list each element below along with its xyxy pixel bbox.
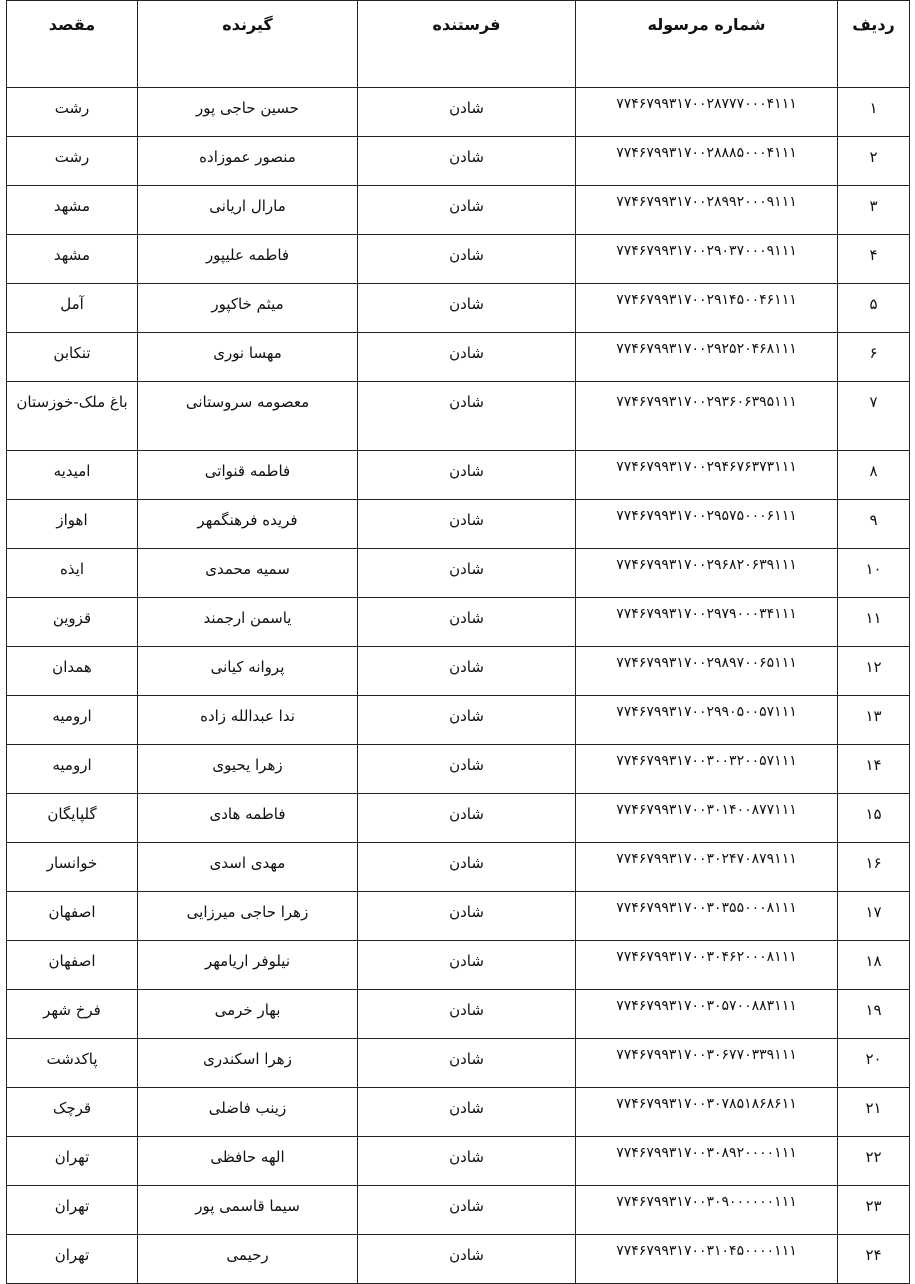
row-index: ۲۱ [838,1088,910,1137]
tracking-number: ۷۷۴۶۷۹۹۳۱۷۰۰۳۱۰۴۵۰۰۰۰۱۱۱ [576,1235,838,1284]
sender: شادن [358,451,576,500]
table-row [7,941,910,990]
destination: فرخ شهر [7,990,138,1039]
receiver: رحیمی [138,1235,358,1284]
tracking-number: ۷۷۴۶۷۹۹۳۱۷۰۰۳۰۴۶۲۰۰۰۸۱۱۱ [576,941,838,990]
table-row [7,1088,910,1137]
tracking-number: ۷۷۴۶۷۹۹۳۱۷۰۰۲۸۸۸۵۰۰۰۴۱۱۱ [576,137,838,186]
destination: تهران [7,1235,138,1284]
header-destination: مقصد [7,1,138,88]
tracking-number: ۷۷۴۶۷۹۹۳۱۷۰۰۲۸۹۹۲۰۰۰۹۱۱۱ [576,186,838,235]
sender: شادن [358,745,576,794]
table-row [7,382,910,451]
row-index: ۹ [838,500,910,549]
row-index: ۱۱ [838,598,910,647]
row-index: ۱۵ [838,794,910,843]
tracking-number: ۷۷۴۶۷۹۹۳۱۷۰۰۳۰۵۷۰۰۸۸۳۱۱۱ [576,990,838,1039]
destination: ارومیه [7,745,138,794]
sender: شادن [358,1186,576,1235]
row-index: ۳ [838,186,910,235]
row-index: ۸ [838,451,910,500]
tracking-number: ۷۷۴۶۷۹۹۳۱۷۰۰۲۹۷۹۰۰۰۳۴۱۱۱ [576,598,838,647]
receiver: مهدی اسدی [138,843,358,892]
tracking-number: ۷۷۴۶۷۹۹۳۱۷۰۰۲۸۷۷۷۰۰۰۴۱۱۱ [576,88,838,137]
row-index: ۷ [838,382,910,451]
row-index: ۲۰ [838,1039,910,1088]
row-index: ۱۷ [838,892,910,941]
row-index: ۱۶ [838,843,910,892]
receiver: مارال اریانی [138,186,358,235]
tracking-number: ۷۷۴۶۷۹۹۳۱۷۰۰۲۹۸۹۷۰۰۶۵۱۱۱ [576,647,838,696]
tracking-number: ۷۷۴۶۷۹۹۳۱۷۰۰۳۰۱۴۰۰۸۷۷۱۱۱ [576,794,838,843]
destination: اهواز [7,500,138,549]
receiver: زهرا حاجی میرزایی [138,892,358,941]
tracking-number: ۷۷۴۶۷۹۹۳۱۷۰۰۲۹۴۶۷۶۳۷۳۱۱۱ [576,451,838,500]
table-row [7,333,910,382]
sender: شادن [358,892,576,941]
row-index: ۱۰ [838,549,910,598]
tracking-number: ۷۷۴۶۷۹۹۳۱۷۰۰۲۹۰۳۷۰۰۰۹۱۱۱ [576,235,838,284]
receiver: فاطمه علیپور [138,235,358,284]
table-row [7,137,910,186]
row-index: ۶ [838,333,910,382]
row-index: ۵ [838,284,910,333]
sender: شادن [358,186,576,235]
receiver: زهرا یحیوی [138,745,358,794]
sender: شادن [358,284,576,333]
header-index: ردیف [838,1,910,88]
shipment-table [6,0,910,1284]
sender: شادن [358,598,576,647]
table-row [7,1235,910,1284]
table-row [7,990,910,1039]
receiver: معصومه سروستانی [138,382,358,451]
row-index: ۴ [838,235,910,284]
sender: شادن [358,843,576,892]
receiver: زهرا اسکندری [138,1039,358,1088]
destination: امیدیه [7,451,138,500]
receiver: سمیه محمدی [138,549,358,598]
row-index: ۱۹ [838,990,910,1039]
sender: شادن [358,235,576,284]
shipment-rows [7,88,910,1284]
tracking-number: ۷۷۴۶۷۹۹۳۱۷۰۰۲۹۶۸۲۰۶۳۹۱۱۱ [576,549,838,598]
row-index: ۱۴ [838,745,910,794]
table-row [7,696,910,745]
destination: تهران [7,1137,138,1186]
tracking-number: ۷۷۴۶۷۹۹۳۱۷۰۰۳۰۷۸۵۱۸۶۸۶۱۱ [576,1088,838,1137]
table-row [7,1039,910,1088]
row-index: ۱ [838,88,910,137]
destination: گلپایگان [7,794,138,843]
row-index: ۲۳ [838,1186,910,1235]
destination: مشهد [7,186,138,235]
destination: اصفهان [7,892,138,941]
table-row [7,88,910,137]
sender: شادن [358,549,576,598]
tracking-number: ۷۷۴۶۷۹۹۳۱۷۰۰۲۹۹۰۵۰۰۵۷۱۱۱ [576,696,838,745]
table-row [7,843,910,892]
receiver: پروانه کیانی [138,647,358,696]
receiver: یاسمن ارجمند [138,598,358,647]
sender: شادن [358,382,576,451]
destination: ایذه [7,549,138,598]
header-sender: فرستنده [358,1,576,88]
sender: شادن [358,88,576,137]
tracking-number: ۷۷۴۶۷۹۹۳۱۷۰۰۳۰۶۷۷۰۳۳۹۱۱۱ [576,1039,838,1088]
table-row [7,451,910,500]
receiver: زینب فاضلی [138,1088,358,1137]
sender: شادن [358,647,576,696]
receiver: میثم خاکپور [138,284,358,333]
sender: شادن [358,1137,576,1186]
destination: رشت [7,137,138,186]
row-index: ۲۴ [838,1235,910,1284]
destination: ارومیه [7,696,138,745]
table-row [7,549,910,598]
receiver: نیلوفر اریامهر [138,941,358,990]
tracking-number: ۷۷۴۶۷۹۹۳۱۷۰۰۳۰۰۳۲۰۰۵۷۱۱۱ [576,745,838,794]
sender: شادن [358,941,576,990]
table-row [7,1137,910,1186]
receiver: الهه حافظی [138,1137,358,1186]
row-index: ۲ [838,137,910,186]
destination: آمل [7,284,138,333]
sender: شادن [358,1039,576,1088]
row-index: ۱۳ [838,696,910,745]
table-row [7,186,910,235]
receiver: فاطمه قنواتی [138,451,358,500]
table-row [7,1186,910,1235]
destination: قزوین [7,598,138,647]
tracking-number: ۷۷۴۶۷۹۹۳۱۷۰۰۲۹۱۴۵۰۰۴۶۱۱۱ [576,284,838,333]
destination: قرچک [7,1088,138,1137]
tracking-number: ۷۷۴۶۷۹۹۳۱۷۰۰۳۰۲۴۷۰۸۷۹۱۱۱ [576,843,838,892]
sender: شادن [358,794,576,843]
receiver: منصور عموزاده [138,137,358,186]
receiver: حسین حاجی پور [138,88,358,137]
destination: همدان [7,647,138,696]
table-row [7,794,910,843]
table-row [7,647,910,696]
tracking-number: ۷۷۴۶۷۹۹۳۱۷۰۰۲۹۲۵۲۰۴۶۸۱۱۱ [576,333,838,382]
table-row [7,235,910,284]
row-index: ۱۲ [838,647,910,696]
destination: مشهد [7,235,138,284]
table-row [7,500,910,549]
destination: خوانسار [7,843,138,892]
receiver: مهسا نوری [138,333,358,382]
row-index: ۲۲ [838,1137,910,1186]
receiver: سیما قاسمی پور [138,1186,358,1235]
destination: تهران [7,1186,138,1235]
table-row [7,745,910,794]
header-receiver: گیرنده [138,1,358,88]
table-row [7,598,910,647]
receiver: بهار خرمی [138,990,358,1039]
header-row [7,1,910,88]
tracking-number: ۷۷۴۶۷۹۹۳۱۷۰۰۲۹۵۷۵۰۰۰۶۱۱۱ [576,500,838,549]
tracking-number: ۷۷۴۶۷۹۹۳۱۷۰۰۳۰۸۹۲۰۰۰۰۱۱۱ [576,1137,838,1186]
sender: شادن [358,1235,576,1284]
destination: رشت [7,88,138,137]
tracking-number: ۷۷۴۶۷۹۹۳۱۷۰۰۲۹۳۶۰۶۳۹۵۱۱۱ [576,382,838,451]
tracking-number: ۷۷۴۶۷۹۹۳۱۷۰۰۳۰۳۵۵۰۰۰۸۱۱۱ [576,892,838,941]
sender: شادن [358,137,576,186]
receiver: فاطمه هادی [138,794,358,843]
sender: شادن [358,333,576,382]
header-tracking-number: شماره مرسوله [576,1,838,88]
destination: اصفهان [7,941,138,990]
sender: شادن [358,1088,576,1137]
destination: باغ ملک-خوزستان [7,382,138,451]
row-index: ۱۸ [838,941,910,990]
receiver: فریده فرهنگمهر [138,500,358,549]
receiver: ندا عبدالله زاده [138,696,358,745]
destination: تنکابن [7,333,138,382]
sender: شادن [358,500,576,549]
table-row [7,284,910,333]
tracking-number: ۷۷۴۶۷۹۹۳۱۷۰۰۳۰۹۰۰۰۰۰۰۱۱۱ [576,1186,838,1235]
sender: شادن [358,696,576,745]
destination: پاکدشت [7,1039,138,1088]
table-row [7,892,910,941]
sender: شادن [358,990,576,1039]
